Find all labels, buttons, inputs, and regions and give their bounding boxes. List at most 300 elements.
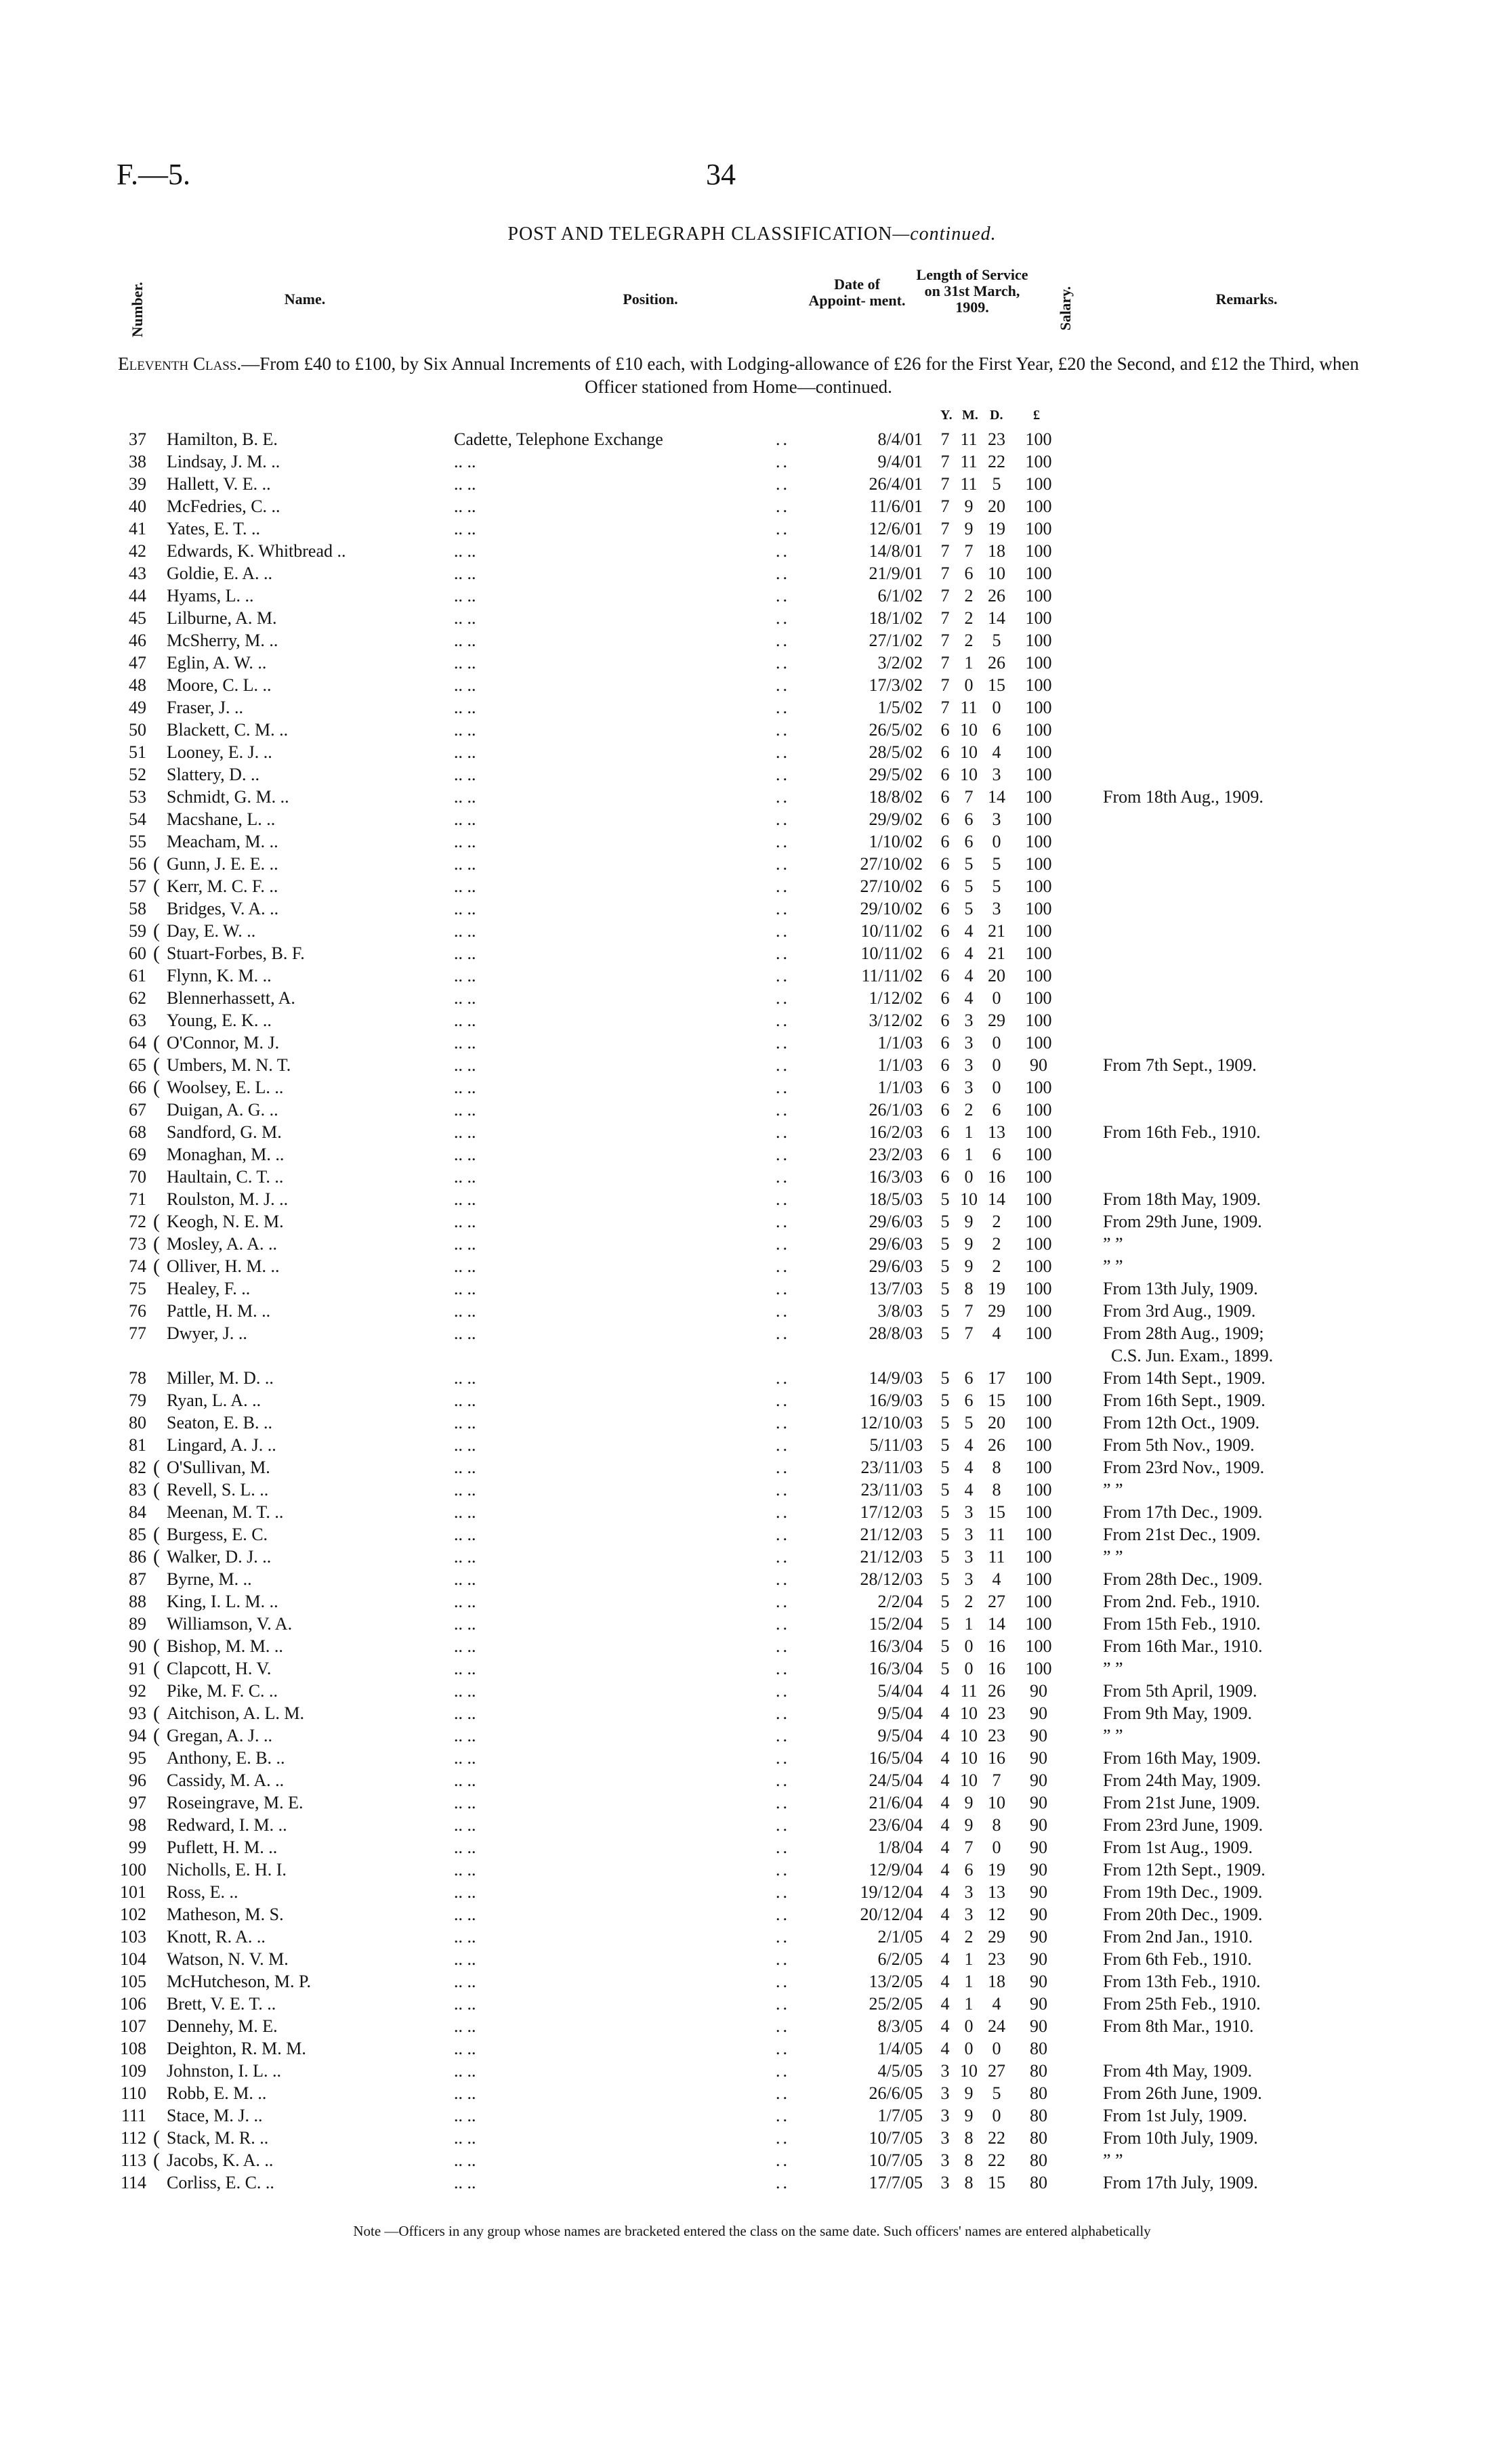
officer-position: .. .. [454,1994,476,2014]
leader-dots: .. [776,943,790,963]
bracket-mark: ( [153,1032,160,1054]
officer-name: Knott, R. A. .. [167,1927,266,1947]
leader-dots: .. [776,1972,790,1991]
col-number: Number. [129,282,146,337]
service-years: 5 [940,1279,950,1298]
service-days: 11 [988,1547,1005,1567]
unit-years: Y. [940,408,953,423]
salary-value: 100 [1025,966,1052,985]
officer-name: Nicholls, E. H. I. [167,1860,287,1879]
leader-dots: .. [776,474,790,494]
salary-value: 100 [1025,787,1052,807]
salary-value: 100 [1025,1458,1052,1477]
remarks-text: From 15th Feb., 1910. [1103,1614,1261,1634]
service-months: 5 [964,899,974,918]
service-months: 9 [964,519,974,538]
appointment-date: 10/7/05 [869,2150,923,2170]
officer-position: .. .. [454,1480,476,1500]
service-months: 2 [964,586,974,606]
service-days: 29 [988,1011,1005,1030]
row-number: 84 [129,1502,146,1522]
table-row [0,1926,1504,1948]
service-days: 21 [988,921,1005,941]
row-number: 50 [129,720,146,740]
officer-position: .. .. [454,541,476,561]
service-years: 6 [940,966,950,985]
leader-dots: .. [776,1480,790,1500]
officer-name: Brett, V. E. T. .. [167,1994,276,2014]
service-years: 6 [940,988,950,1008]
appointment-date: 1/1/03 [877,1055,923,1075]
salary-value: 100 [1025,1078,1052,1097]
leader-dots: .. [776,988,790,1008]
row-number: 62 [129,988,146,1008]
service-years: 5 [940,1435,950,1455]
appointment-date: 29/9/02 [869,809,923,829]
service-days: 26 [988,1681,1005,1701]
appointment-date: 13/2/05 [869,1972,923,1991]
officer-position: .. .. [454,1838,476,1857]
service-months: 5 [964,854,974,874]
officer-name: Deighton, R. M. M. [167,2039,306,2058]
appointment-date: 29/6/03 [869,1256,923,1276]
service-months: 11 [960,698,978,717]
remarks-text: From 2nd Jan., 1910. [1103,1927,1253,1947]
officer-name: Robb, E. M. .. [167,2083,267,2103]
bracket-mark: ( [153,1210,160,1233]
table-row [0,1121,1504,1143]
appointment-date: 21/12/03 [860,1525,923,1544]
service-years: 7 [940,675,950,695]
service-days: 23 [988,1703,1005,1723]
leader-dots: .. [776,1614,790,1634]
salary-value: 80 [1030,2083,1047,2103]
salary-value: 80 [1030,2150,1047,2170]
service-days: 3 [992,809,1001,829]
row-number: 107 [120,2016,146,2036]
table-row [0,1836,1504,1858]
column-header [115,263,1355,337]
row-number: 52 [129,765,146,784]
appointment-date: 16/3/04 [869,1659,923,1678]
officer-position: .. .. [454,1256,476,1276]
row-number: 75 [129,1279,146,1298]
salary-value: 100 [1025,1256,1052,1276]
appointment-date: 1/5/02 [877,698,923,717]
appointment-date: 13/7/03 [869,1279,923,1298]
officer-name: Edwards, K. Whitbread .. [167,541,346,561]
appointment-date: 28/12/03 [860,1569,923,1589]
service-days: 0 [992,2039,1001,2058]
officer-name: Monaghan, M. .. [167,1145,285,1164]
table-row [0,1322,1504,1365]
officer-position: .. .. [454,1793,476,1812]
appointment-date: 5/11/03 [869,1435,923,1455]
service-years: 4 [940,1972,950,1991]
appointment-date: 18/5/03 [869,1189,923,1209]
leader-dots: .. [776,429,790,449]
row-number: 96 [129,1770,146,1790]
appointment-date: 23/6/04 [869,1815,923,1835]
officer-position: .. .. [454,1614,476,1634]
officer-name: Stace, M. J. .. [167,2106,263,2125]
table-row [0,562,1504,585]
service-months: 6 [964,1860,974,1879]
remarks-text: From 20th Dec., 1909. [1103,1905,1263,1924]
officer-position: .. .. [454,921,476,941]
officer-position: .. .. [454,653,476,673]
leader-dots: .. [776,2061,790,2081]
officer-name: Olliver, H. M. .. [167,1256,280,1276]
table-row [0,1032,1504,1054]
officer-position: .. .. [454,1882,476,1902]
remarks-text: From 23rd June, 1909. [1103,1815,1263,1835]
appointment-date: 1/7/05 [877,2106,923,2125]
leader-dots: .. [776,1502,790,1522]
remarks-text: ” ” [1103,1547,1123,1567]
col-position: Position. [623,291,678,307]
salary-value: 100 [1025,1323,1052,1343]
remarks-text: From 16th Sept., 1909. [1103,1390,1266,1410]
table-row [0,540,1504,562]
service-days: 6 [992,1145,1001,1164]
officer-name: Blennerhassett, A. [167,988,295,1008]
col-remarks: Remarks. [1215,291,1278,307]
row-number: 65 [129,1055,146,1075]
row-number: 55 [129,832,146,851]
appointment-date: 19/12/04 [860,1882,923,1902]
officer-name: Revell, S. L. .. [167,1480,269,1500]
remarks-text: From 6th Feb., 1910. [1103,1949,1252,1969]
table-row [0,629,1504,652]
remarks-text: ” ” [1103,1480,1123,1500]
service-days: 15 [988,675,1005,695]
service-months: 4 [964,1458,974,1477]
leader-dots: .. [776,1882,790,1902]
salary-value: 100 [1025,1189,1052,1209]
leader-dots: .. [776,631,790,650]
officer-name: King, I. L. M. .. [167,1592,278,1611]
service-months: 4 [964,1480,974,1500]
service-years: 6 [940,921,950,941]
table-row [0,517,1504,540]
appointment-date: 10/11/02 [860,943,923,963]
officer-name: Puflett, H. M. .. [167,1838,278,1857]
leader-dots: .. [776,1726,790,1745]
service-months: 4 [964,1435,974,1455]
service-months: 1 [964,1614,974,1634]
table-row [0,1456,1504,1479]
remarks-text: From 18th Aug., 1909. [1103,787,1263,807]
row-number: 41 [129,519,146,538]
service-years: 6 [940,1011,950,1030]
salary-value: 100 [1025,1368,1052,1388]
officer-position: .. .. [454,1390,476,1410]
service-months: 3 [964,1905,974,1924]
unit-pound: £ [1033,408,1040,423]
leader-dots: .. [776,1681,790,1701]
leader-dots: .. [776,1256,790,1276]
row-number: 37 [129,429,146,449]
remarks-text: From 28th Dec., 1909. [1103,1569,1263,1589]
bracket-mark: ( [153,853,160,875]
service-months: 3 [964,1033,974,1053]
table-row [0,1076,1504,1099]
service-days: 13 [988,1882,1005,1902]
service-years: 5 [940,1458,950,1477]
table-row [0,987,1504,1009]
table-row [0,1724,1504,1747]
service-years: 6 [940,742,950,762]
officer-position: .. .. [454,2061,476,2081]
leader-dots: .. [776,966,790,985]
table-row [0,1523,1504,1546]
salary-value: 100 [1025,675,1052,695]
service-days: 18 [988,541,1005,561]
appointment-date: 29/10/02 [860,899,923,918]
officer-name: Macshane, L. .. [167,809,276,829]
col-date: Date of Appoint- ment. [808,276,906,309]
service-days: 6 [992,1100,1001,1120]
service-months: 9 [964,1234,974,1254]
table-row [0,1479,1504,1501]
leader-dots: .. [776,1212,790,1231]
leader-dots: .. [776,1860,790,1879]
officer-position: .. .. [454,1972,476,1991]
table-row [0,674,1504,696]
officer-position: .. .. [454,1011,476,1030]
row-number: 100 [120,1860,146,1879]
appointment-date: 11/11/02 [861,966,923,985]
service-months: 4 [964,921,974,941]
appointment-date: 16/9/03 [869,1390,923,1410]
row-number: 95 [129,1748,146,1768]
salary-value: 90 [1030,1748,1047,1768]
officer-position: .. .. [454,1413,476,1432]
officer-name: Dwyer, J. .. [167,1323,247,1343]
service-years: 4 [940,1860,950,1879]
appointment-date: 16/2/03 [869,1122,923,1142]
service-months: 0 [964,675,974,695]
row-number: 45 [129,608,146,628]
unit-months: M. [962,408,978,423]
table-row [0,2082,1504,2104]
service-years: 4 [940,1770,950,1790]
appointment-date: 6/2/05 [877,1949,923,1969]
officer-position: .. .. [454,1681,476,1701]
appointment-date: 16/3/03 [869,1167,923,1187]
leader-dots: .. [776,519,790,538]
row-number: 102 [120,1905,146,1924]
service-days: 14 [988,1614,1005,1634]
service-months: 2 [964,631,974,650]
service-months: 10 [960,1703,978,1723]
service-days: 16 [988,1636,1005,1656]
officer-name: Slattery, D. .. [167,765,259,784]
service-months: 1 [964,653,974,673]
service-years: 6 [940,876,950,896]
appointment-date: 1/4/05 [877,2039,923,2058]
table-row [0,1210,1504,1233]
officer-position: .. .. [454,742,476,762]
leader-dots: .. [776,1703,790,1723]
leader-dots: .. [776,541,790,561]
table-row [0,1993,1504,2015]
row-number: 64 [129,1033,146,1053]
unit-days: D. [990,408,1003,423]
leader-dots: .. [776,2016,790,2036]
service-days: 5 [992,474,1001,494]
officer-name: Lilburne, A. M. [167,608,277,628]
service-years: 3 [940,2083,950,2103]
service-years: 3 [940,2173,950,2192]
remarks-text: From 12th Oct., 1909. [1103,1413,1260,1432]
service-months: 9 [964,1793,974,1812]
leader-dots: .. [776,564,790,583]
officer-position: .. .. [454,1435,476,1455]
service-months: 10 [960,1189,978,1209]
service-days: 0 [992,988,1001,1008]
remarks-text: From 16th May, 1909. [1103,1748,1261,1768]
appointment-date: 23/11/03 [860,1480,923,1500]
appointment-date: 18/8/02 [869,787,923,807]
leader-dots: .. [776,1033,790,1053]
table-row [0,1881,1504,1903]
row-number: 47 [129,653,146,673]
appointment-date: 26/4/01 [869,474,923,494]
table-row [0,1054,1504,1076]
service-years: 4 [940,1726,950,1745]
row-number: 103 [120,1927,146,1947]
service-years: 4 [940,1882,950,1902]
row-number: 69 [129,1145,146,1164]
officer-position: .. .. [454,564,476,583]
table-row [0,696,1504,719]
service-days: 0 [992,698,1001,717]
service-days: 23 [988,1949,1005,1969]
service-years: 7 [940,698,950,717]
salary-value: 90 [1030,1860,1047,1879]
row-number: 53 [129,787,146,807]
bracket-mark: ( [153,2127,160,2149]
service-months: 9 [964,2106,974,2125]
leader-dots: .. [776,1234,790,1254]
service-years: 7 [940,496,950,516]
salary-value: 100 [1025,1234,1052,1254]
service-days: 11 [988,1525,1005,1544]
officer-position: .. .. [454,2016,476,2036]
service-months: 6 [964,1368,974,1388]
officer-position: .. .. [454,1033,476,1053]
leader-dots: .. [776,1748,790,1768]
leader-dots: .. [776,2150,790,2170]
service-months: 3 [964,1055,974,1075]
appointment-date: 1/1/03 [877,1033,923,1053]
remarks-text: ” ” [1103,1659,1123,1678]
service-months: 6 [964,564,974,583]
leader-dots: .. [776,1301,790,1321]
service-days: 5 [992,876,1001,896]
table-row [0,1590,1504,1613]
service-months: 8 [964,2173,974,2192]
service-days: 0 [992,1055,1001,1075]
service-months: 11 [960,1681,978,1701]
service-months: 1 [964,1122,974,1142]
officer-position: .. .. [454,1770,476,1790]
officer-name: Dennehy, M. E. [167,2016,278,2036]
table-row [0,875,1504,897]
officer-position: .. .. [454,1949,476,1969]
leader-dots: .. [776,1189,790,1209]
service-days: 0 [992,832,1001,851]
salary-value: 100 [1025,1502,1052,1522]
service-months: 3 [964,1078,974,1097]
service-months: 8 [964,1279,974,1298]
table-row [0,1166,1504,1188]
row-number: 108 [120,2039,146,2058]
table-row [0,1389,1504,1411]
service-months: 10 [960,1748,978,1768]
service-years: 5 [940,1256,950,1276]
service-years: 4 [940,1793,950,1812]
row-number: 67 [129,1100,146,1120]
officer-name: Walker, D. J. .. [167,1547,272,1567]
service-years: 6 [940,1055,950,1075]
officer-position: .. .. [454,586,476,606]
row-number: 80 [129,1413,146,1432]
service-days: 2 [992,1212,1001,1231]
table-row [0,2015,1504,2037]
salary-value: 100 [1025,1636,1052,1656]
row-number: 51 [129,742,146,762]
service-days: 27 [988,1592,1005,1611]
service-years: 5 [940,1547,950,1567]
row-number: 56 [129,854,146,874]
table-row [0,607,1504,629]
leader-dots: .. [776,1413,790,1432]
officer-position: .. .. [454,1525,476,1544]
service-days: 4 [992,1323,1001,1343]
appointment-date: 1/8/04 [877,1838,923,1857]
service-months: 0 [964,2039,974,2058]
row-number: 76 [129,1301,146,1321]
remarks-text: From 25th Feb., 1910. [1103,1994,1261,2014]
service-days: 26 [988,586,1005,606]
table-row [0,1143,1504,1166]
row-number: 73 [129,1234,146,1254]
appointment-date: 27/10/02 [860,876,923,896]
officer-name: Haultain, C. T. .. [167,1167,284,1187]
salary-value: 100 [1025,474,1052,494]
service-days: 26 [988,653,1005,673]
officer-name: Kerr, M. C. F. .. [167,876,278,896]
salary-value: 100 [1025,1413,1052,1432]
appointment-date: 12/6/01 [869,519,923,538]
leader-dots: .. [776,1927,790,1947]
appointment-date: 26/5/02 [869,720,923,740]
bracket-mark: ( [153,920,160,942]
officer-position: .. .. [454,1279,476,1298]
service-years: 7 [940,474,950,494]
service-years: 5 [940,1592,950,1611]
row-number: 104 [120,1949,146,1969]
salary-value: 100 [1025,988,1052,1008]
service-years: 6 [940,765,950,784]
leader-dots: .. [776,720,790,740]
service-months: 3 [964,1502,974,1522]
service-days: 19 [988,1860,1005,1879]
service-months: 6 [964,832,974,851]
